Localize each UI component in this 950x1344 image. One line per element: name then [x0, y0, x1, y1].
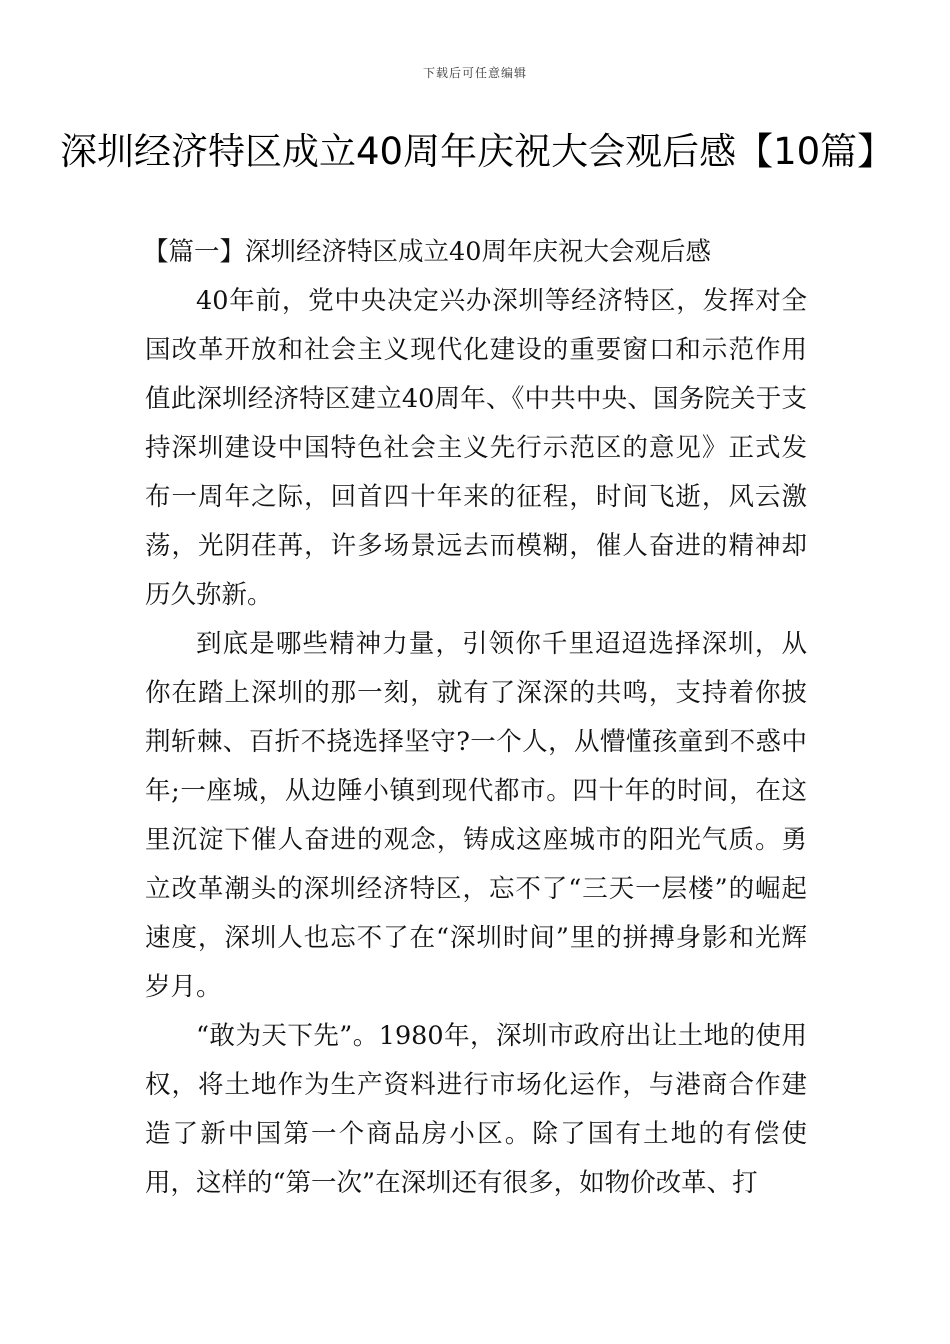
section-heading: 【篇一】深圳经济特区成立40周年庆祝大会观后感: [143, 237, 711, 267]
paragraph-1: 40年前，党中央决定兴办深圳等经济特区，发挥对全国改革开放和社会主义现代化建设的重要窗口和示范作用值此深圳经济特区建立40周年、《中共中央、国务院关于支持深圳建设中国特色社会主义先行示范区的意见》正式发布一周年之际，回首四十年来的征程，时间飞逝，风云激荡，光阴荏苒，许多场景远去而模糊，催人奋进的精神却历久弥新。: [145, 286, 807, 610]
header-note: 下载后可任意编辑: [422, 66, 527, 80]
document-title: 深圳经济特区成立40周年庆祝大会观后感【10篇】: [60, 130, 895, 173]
document-body: [145, 228, 807, 1208]
paragraph-3: “敢为天下先”。1980年，深圳市政府出让土地的使用权，将土地作为生产资料进行市场化运作，与港商合作建造了新中国第一个商品房小区。除了国有土地的有偿使用，这样的“第一次”在深圳还有很多，如物价改革、打: [145, 1021, 807, 1198]
paragraph-2: 到底是哪些精神力量，引领你千里迢迢选择深圳，从你在踏上深圳的那一刻，就有了深深的共鸣，支持着你披荆斩棘、百折不挠选择坚守?一个人，从懵懂孩童到不惑中年;一座城，从边陲小镇到现代都市。四十年的时间，在这里沉淀下催人奋进的观念，铸成这座城市的阳光气质。勇立改革潮头的深圳经济特区，忘不了“三天一层楼”的崛起速度，深圳人也忘不了在“深圳时间”里的拼搏身影和光辉岁月。: [145, 629, 807, 1002]
